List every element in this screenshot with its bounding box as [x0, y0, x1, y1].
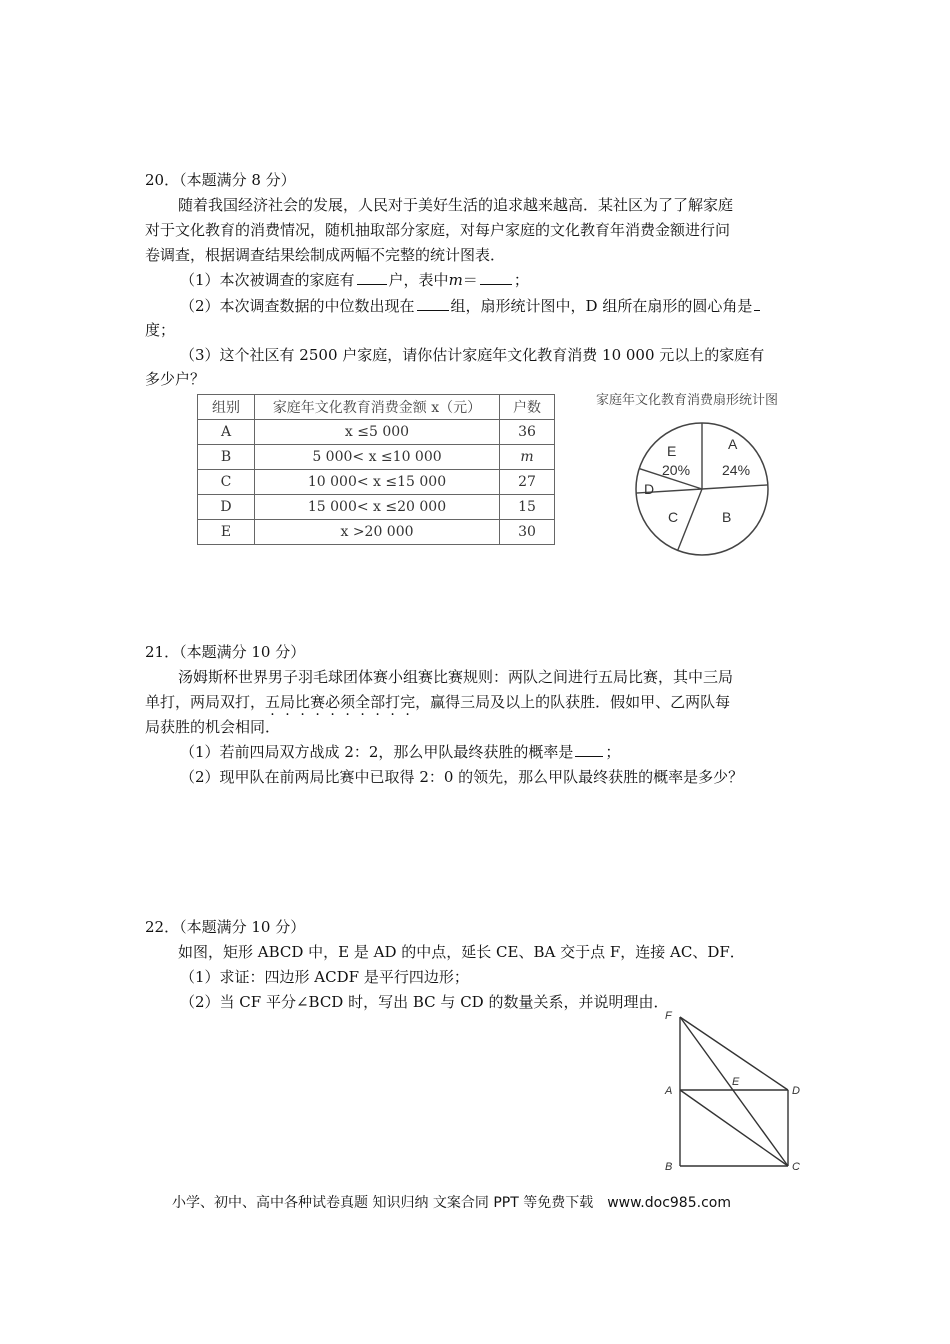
point-label-c: C [792, 1161, 800, 1173]
pie-slice-boundary-c [678, 489, 702, 550]
footer-text: 小学、初中、高中各种试卷真题 知识归纳 文案合同 PPT 等免费下载 www.doc985.com [172, 1195, 731, 1211]
emphasis-char: 五 [265, 693, 281, 711]
segment-ac [680, 1090, 788, 1166]
q22-subquestion-1: （1）求证：四边形 ACDF 是平行四边形； [180, 968, 469, 986]
table-cell: 15 [500, 495, 555, 520]
table-cell: x ≤5 000 [255, 420, 500, 445]
q21-subquestion-1 [180, 742, 620, 762]
q20-subquestion-3-cont: 多少户？ [145, 370, 206, 388]
table-row [198, 495, 555, 520]
table-cell: B [198, 445, 255, 470]
q20-s1-text-d: ； [513, 271, 529, 289]
q20-s2-text-b: 组，扇形统计图中，D 组所在扇形的圆心角是 [450, 297, 753, 315]
emphasis-dotted-text [265, 693, 415, 711]
table-cell: A [198, 420, 255, 445]
table-cell: 15 000< x ≤20 000 [255, 495, 500, 520]
emphasis-char: 比 [295, 693, 311, 711]
q20-s2-text-a: （2）本次调查数据的中位数出现在 [180, 297, 415, 315]
answer-blank[interactable] [357, 270, 387, 285]
emphasis-char: 必 [325, 693, 341, 711]
q20-subquestion-3: （3）这个社区有 2500 户家庭，请你估计家庭年文化教育消费 10 000 元以上的家庭有 [180, 346, 765, 364]
answer-blank[interactable] [575, 742, 603, 757]
table-header-row [198, 395, 555, 420]
pie-chart [622, 412, 782, 572]
q21-s1-text-b: ； [605, 743, 621, 761]
q20-s1-text-a: （1）本次被调查的家庭有 [180, 271, 355, 289]
table-cell: 5 000< x ≤10 000 [255, 445, 500, 470]
emphasis-char: 打 [385, 693, 401, 711]
q20-statistics-table [197, 394, 555, 545]
q22-header: 22．（本题满分 10 分） [145, 918, 306, 936]
point-label-d: D [792, 1085, 800, 1097]
answer-blank[interactable] [754, 296, 760, 311]
table-cell: E [198, 520, 255, 545]
q21-paragraph-1: 汤姆斯杯世界男子羽毛球团体赛小组赛比赛规则：两队之间进行五局比赛，其中三局 [178, 668, 734, 686]
q20-subquestion-1 [180, 270, 529, 290]
pie-label-c: C [668, 509, 679, 525]
q21-paragraph-2 [145, 692, 730, 712]
q20-paragraph-2: 对于文化教育的消费情况，随机抽取部分家庭，对每户家庭的文化教育年消费金额进行问 [145, 221, 731, 239]
answer-blank[interactable] [480, 270, 512, 285]
pie-label-a: A [728, 436, 738, 452]
pie-pct-e: 20% [662, 462, 691, 478]
segment-fc [680, 1017, 788, 1166]
point-label-b: B [665, 1161, 673, 1173]
q21-paragraph-3: 局获胜的机会相同． [145, 718, 281, 736]
answer-blank[interactable] [417, 296, 449, 311]
q20-s1-text-b: 户，表中 [388, 271, 449, 289]
q21-p2-text-a: 单打，两局双打， [145, 693, 266, 711]
q20-paragraph-3: 卷调查，根据调查结果绘制成两幅不完整的统计图表． [145, 246, 506, 264]
table-row [198, 520, 555, 545]
table-cell: m [500, 445, 555, 470]
table-cell: 27 [500, 470, 555, 495]
q21-s1-text-a: （1）若前四局双方战成 2：2，那么甲队最终获胜的概率是 [180, 743, 574, 761]
emphasis-char: 须 [340, 693, 356, 711]
q20-subquestion-2 [180, 296, 762, 316]
pie-label-e: E [667, 443, 677, 459]
pie-slice-boundary-b [702, 485, 768, 489]
point-label-a: A [665, 1085, 673, 1097]
emphasis-char: 部 [370, 693, 386, 711]
q21-p2-text-b: ，赢得三局及以上的队获胜．假如甲、乙两队每 [415, 693, 731, 711]
table-cell: 36 [500, 420, 555, 445]
q21-subquestion-2: （2）现甲队在前两局比赛中已取得 2：0 的领先，那么甲队最终获胜的概率是多少？ [180, 768, 744, 786]
table-cell: 10 000< x ≤15 000 [255, 470, 500, 495]
pie-chart-title: 家庭年文化教育消费扇形统计图 [596, 393, 779, 408]
q22-paragraph-1: 如图，矩形 ABCD 中，E 是 AD 的中点，延长 CE、BA 交于点 F，连接 AC、DF． [178, 943, 745, 961]
pie-label-b: B [722, 509, 732, 525]
pie-pct-a: 24% [722, 462, 751, 478]
point-label-e: E [732, 1076, 740, 1088]
var-m: m [448, 271, 463, 289]
table-row [198, 470, 555, 495]
q22-subquestion-2: （2）当 CF 平分∠BCD 时，写出 BC 与 CD 的数量关系，并说明理由． [180, 993, 669, 1011]
q20-subquestion-2-cont: 度； [145, 321, 176, 339]
table-row [198, 420, 555, 445]
table-header-cell: 户数 [500, 395, 555, 420]
pie-label-d: D [644, 481, 655, 497]
table-cell: C [198, 470, 255, 495]
table-header-cell: 组别 [198, 395, 255, 420]
emphasis-char: 全 [355, 693, 371, 711]
table-cell: 30 [500, 520, 555, 545]
geometry-figure [655, 1005, 815, 1180]
table-row [198, 445, 555, 470]
q20-header: 20．（本题满分 8 分） [145, 171, 296, 189]
table-cell: D [198, 495, 255, 520]
emphasis-char: 完 [400, 693, 416, 711]
q20-s1-text-c: ＝ [462, 271, 478, 289]
table-cell: x >20 000 [255, 520, 500, 545]
q20-paragraph-1: 随着我国经济社会的发展，人民对于美好生活的追求越来越高．某社区为了了解家庭 [178, 196, 734, 214]
q21-header: 21．（本题满分 10 分） [145, 643, 306, 661]
emphasis-char: 赛 [310, 693, 326, 711]
table-header-cell: 家庭年文化教育消费金额 x（元） [255, 395, 500, 420]
point-label-f: F [665, 1010, 672, 1022]
emphasis-char: 局 [280, 693, 296, 711]
